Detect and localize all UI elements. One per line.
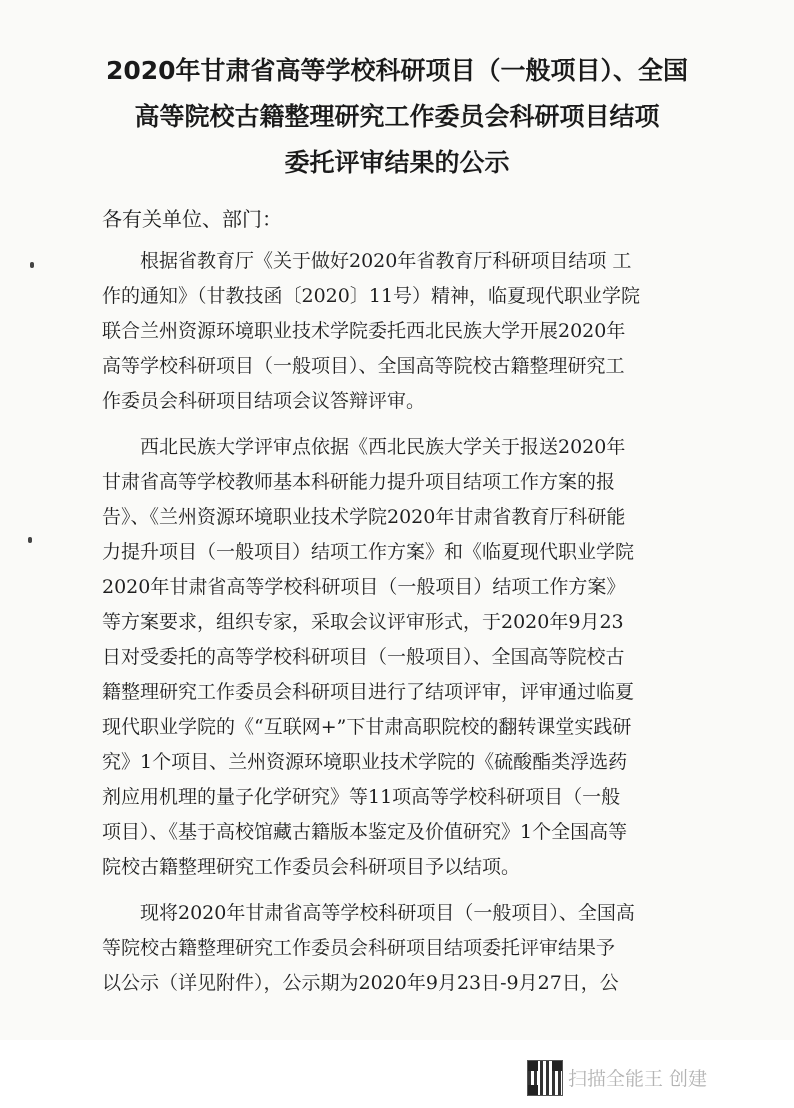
title-line: 委托评审结果的公示	[284, 148, 510, 177]
text-line: 日对受委托的高等学校科研项目（一般项目）、全国高等院校古	[102, 646, 625, 668]
text-line: 高等学校科研项目（一般项目）、全国高等院校古籍整理研究工	[102, 355, 625, 377]
text-line: 联合兰州资源环境职业技术学院委托西北民族大学开展2020年	[102, 320, 626, 342]
scanner-footer	[0, 1040, 794, 1108]
text-line: 等方案要求，组织专家，采取会议评审形式，于2020年9月23	[102, 611, 624, 633]
title-line: 2020年甘肃省高等学校科研项目（一般项目）、全国	[105, 56, 689, 85]
text-line: 籍整理研究工作委员会科研项目进行了结项评审，评审通过临夏	[102, 681, 635, 703]
text-line: 项目）、《基于高校馆藏古籍版本鉴定及价值研究》1个全国高等	[102, 821, 628, 843]
paragraph-3	[102, 896, 702, 1001]
text-line: 院校古籍整理研究工作委员会科研项目予以结项。	[102, 856, 521, 878]
document-title	[60, 48, 734, 186]
text-line: 甘肃省高等学校教师基本科研能力提升项目结项工作方案的报	[102, 471, 616, 493]
scan-speck	[30, 262, 34, 268]
text-line: 现代职业学院的《“互联网+”下甘肃高职院校的翻转课堂实践研	[102, 716, 632, 738]
qr-code-icon	[527, 1060, 563, 1096]
text-line: 现将2020年甘肃省高等学校科研项目（一般项目）、全国高	[102, 902, 635, 924]
text-line: 西北民族大学评审点依据《西北民族大学关于报送2020年	[102, 436, 626, 458]
paragraph-2	[102, 430, 702, 885]
salutation: 各有关单位、部门：	[102, 207, 282, 231]
title-line: 高等院校古籍整理研究工作委员会科研项目结项	[134, 102, 660, 131]
scanner-watermark: 扫描全能王 创建	[568, 1068, 708, 1090]
text-line: 剂应用机理的量子化学研究》等11项高等学校科研项目（一般	[102, 786, 621, 808]
text-line: 以公示（详见附件），公示期为2020年9月23日-9月27日，公	[102, 972, 619, 994]
scan-speck	[28, 537, 32, 543]
text-line: 力提升项目（一般项目）结项工作方案》和《临夏现代职业学院	[102, 541, 635, 563]
text-line: 究》1个项目、兰州资源环境职业技术学院的《硫酸酯类浮选药	[102, 751, 628, 773]
text-line: 根据省教育厅《关于做好2020年省教育厅科研项目结项 工	[102, 250, 632, 272]
text-line: 告》、《兰州资源环境职业技术学院2020年甘肃省教育厅科研能	[102, 506, 626, 528]
paragraph-1	[102, 244, 702, 419]
text-line: 作委员会科研项目结项会议答辩评审。	[102, 390, 426, 412]
text-line: 作的通知》（甘教技函〔2020〕11号）精神，临夏现代职业学院	[102, 285, 641, 307]
text-line: 等院校古籍整理研究工作委员会科研项目结项委托评审结果予	[102, 937, 616, 959]
text-line: 2020年甘肃省高等学校科研项目（一般项目）结项工作方案》	[102, 576, 626, 598]
